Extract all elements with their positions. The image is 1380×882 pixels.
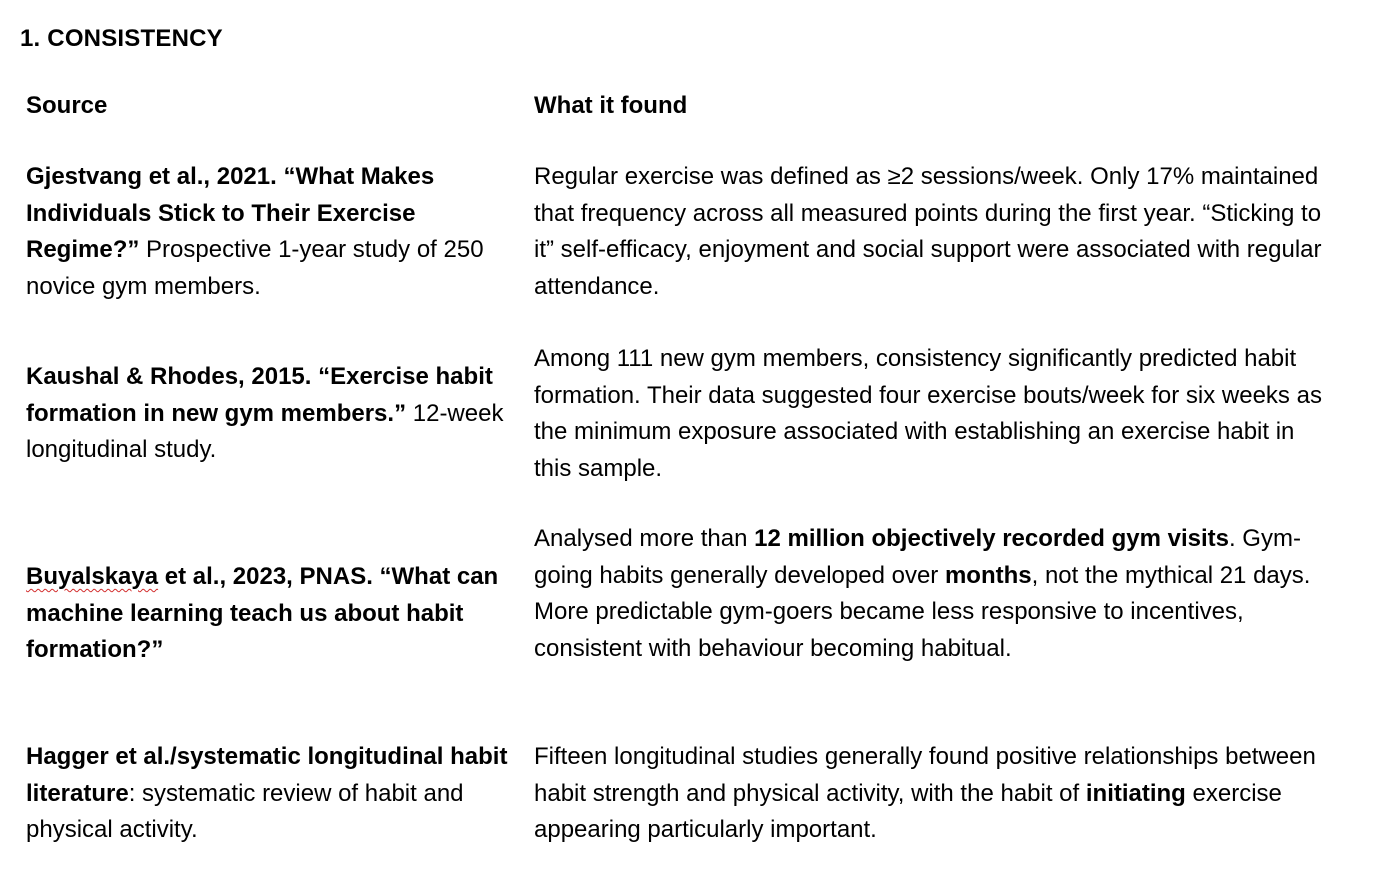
finding-emphasis: initiating [1085, 779, 1186, 807]
source-citation: Kaushal & Rhodes, 2015. “Exercise habit formation in new gym members.” [26, 363, 493, 427]
section-heading: 1. CONSISTENCY [20, 25, 223, 52]
table-row-1-source [26, 159, 526, 305]
column-header-what-it-found: What it found [534, 92, 688, 119]
table-row-2-finding [534, 341, 1334, 487]
table-row-2-source [26, 359, 526, 469]
source-description: : systematic review of habit and physical activity. [26, 779, 464, 843]
spellcheck-flagged-word[interactable]: Buyalskaya [26, 563, 159, 590]
source-citation: Gjestvang et al., 2021. “What Makes Individuals Stick to Their Exercise Regime?” [26, 163, 435, 263]
source-description: 12-week longitudinal study. [26, 399, 504, 463]
column-header-source: Source [26, 92, 108, 119]
table-row-4-source [26, 739, 526, 849]
source-citation: Buyalskaya et al., 2023, PNAS. “What can machine learning teach us about habit formation?” [26, 563, 499, 663]
finding-emphasis: 12 million objectively recorded gym visits [754, 525, 1229, 552]
source-description: Prospective 1-year study of 250 novice gym members. [26, 236, 484, 300]
source-citation: Hagger et al./systematic longitudinal habit literature [26, 743, 508, 807]
finding-text: Among 111 new gym members, consistency significantly predicted habit formation. Their data suggested four exercise bouts/week for six weeks as the minimum exposure associated with establishing an exercise habit in this sample. [534, 345, 1322, 482]
table-row-3-finding: Analysed more than 12 million objectively recorded gym visits. Gym-going habits generally developed over months, not the mythical 21 days. More predictable gym-goers became less responsive to incentives, consistent with behaviour becoming habitual. [534, 525, 1311, 662]
finding-emphasis: months [944, 561, 1032, 589]
table-row-3-source [26, 559, 526, 669]
table-row-4-finding: Fifteen longitudinal studies generally found positive relationships between habit strength and physical activity, with the habit of initiating exercise appearing particularly important. [534, 743, 1316, 843]
table-row-1-finding [534, 159, 1334, 305]
finding-text: Regular exercise was defined as ≥2 sessions/week. Only 17% maintained that frequency across all measured points during the first year. “Sticking to it” self-efficacy, enjoyment and social support were associated with regular attendance. [534, 163, 1322, 300]
